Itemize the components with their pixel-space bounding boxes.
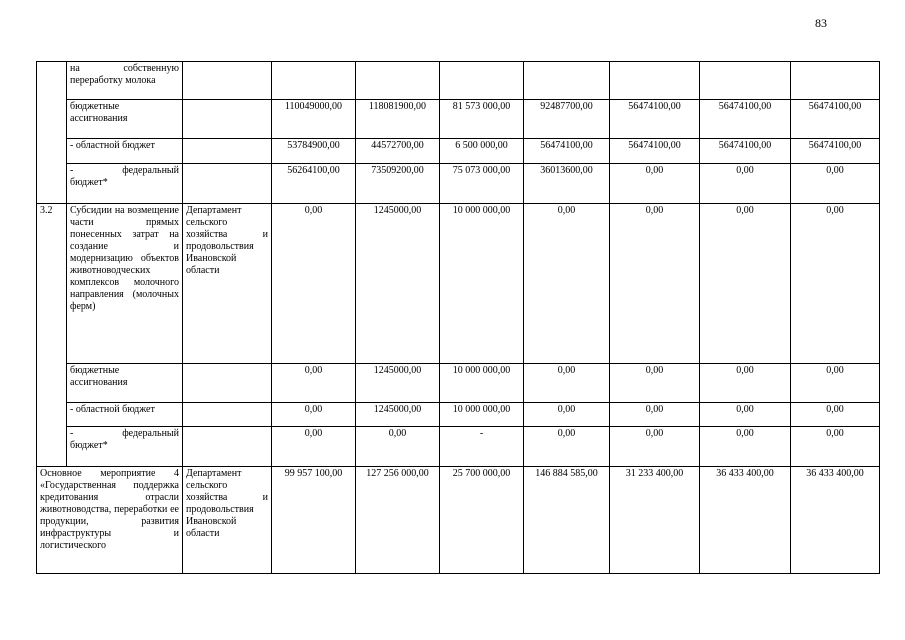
value-cell: 92487700,00 [524, 100, 610, 139]
value-cell: 0,00 [356, 427, 440, 467]
value-cell: 0,00 [524, 204, 610, 364]
value-cell: 0,00 [272, 364, 356, 403]
value-cell: 56474100,00 [700, 100, 791, 139]
value-cell: 44572700,00 [356, 139, 440, 164]
value-cell: 0,00 [610, 164, 700, 204]
department-cell [183, 364, 272, 403]
row-number [37, 62, 67, 204]
value-cell: 0,00 [272, 427, 356, 467]
value-cell [610, 62, 700, 100]
value-cell: - [440, 427, 524, 467]
value-cell: 99 957 100,00 [272, 467, 356, 574]
table-row [37, 204, 880, 364]
value-cell: 73509200,00 [356, 164, 440, 204]
value-cell: 10 000 000,00 [440, 403, 524, 427]
value-cell: 0,00 [700, 364, 791, 403]
value-cell: 0,00 [791, 364, 880, 403]
value-cell: 0,00 [700, 164, 791, 204]
value-cell: 1245000,00 [356, 364, 440, 403]
value-cell: 75 073 000,00 [440, 164, 524, 204]
page-number: 83 [815, 16, 827, 30]
value-cell: 56474100,00 [791, 100, 880, 139]
value-cell: 53784900,00 [272, 139, 356, 164]
value-cell [440, 62, 524, 100]
row-title: - федеральный бюджет* [67, 427, 183, 467]
value-cell: 56264100,00 [272, 164, 356, 204]
value-cell: 25 700 000,00 [440, 467, 524, 574]
row-title: - федеральный бюджет* [67, 164, 183, 204]
value-cell: 0,00 [791, 164, 880, 204]
row-title: Основное мероприятие 4 «Государственная поддержка кредитования отрасли животноводства, переработки ее продукции, развития инфраструктуры и логистического [37, 467, 183, 574]
table-row [37, 100, 880, 139]
row-title: - областной бюджет [67, 139, 183, 164]
value-cell: 1245000,00 [356, 204, 440, 364]
value-cell: 31 233 400,00 [610, 467, 700, 574]
value-cell: 118081900,00 [356, 100, 440, 139]
table-row [37, 139, 880, 164]
row-number: 3.2 [37, 204, 67, 467]
value-cell: 0,00 [610, 364, 700, 403]
value-cell: 0,00 [524, 403, 610, 427]
budget-table [36, 61, 880, 574]
value-cell [700, 62, 791, 100]
row-title: на собственную переработку молока [67, 62, 183, 100]
value-cell: 10 000 000,00 [440, 364, 524, 403]
row-title: Субсидии на возмещение части прямых понесенных затрат на создание и модернизацию объектов животноводческих комплексов молочного направления (молочных ферм) [67, 204, 183, 364]
department-cell [183, 139, 272, 164]
value-cell [524, 62, 610, 100]
row-title: бюджетные ассигнования [67, 100, 183, 139]
table-row [37, 467, 880, 574]
value-cell: 0,00 [791, 403, 880, 427]
table-row [37, 164, 880, 204]
value-cell: 0,00 [700, 204, 791, 364]
value-cell: 0,00 [272, 403, 356, 427]
table-row [37, 62, 880, 100]
value-cell: 0,00 [700, 403, 791, 427]
value-cell: 0,00 [524, 427, 610, 467]
value-cell: 0,00 [272, 204, 356, 364]
value-cell: 36013600,00 [524, 164, 610, 204]
value-cell: 0,00 [791, 204, 880, 364]
value-cell [791, 62, 880, 100]
department-cell [183, 403, 272, 427]
department-cell [183, 164, 272, 204]
value-cell: 0,00 [700, 427, 791, 467]
value-cell: 0,00 [610, 204, 700, 364]
value-cell: 1245000,00 [356, 403, 440, 427]
value-cell: 0,00 [610, 403, 700, 427]
value-cell: 56474100,00 [700, 139, 791, 164]
table-row [37, 364, 880, 403]
department-cell [183, 62, 272, 100]
value-cell: 56474100,00 [791, 139, 880, 164]
table-row [37, 403, 880, 427]
value-cell: 0,00 [791, 427, 880, 467]
department-cell [183, 100, 272, 139]
value-cell: 56474100,00 [524, 139, 610, 164]
value-cell [356, 62, 440, 100]
value-cell: 56474100,00 [610, 139, 700, 164]
value-cell: 110049000,00 [272, 100, 356, 139]
value-cell: 0,00 [610, 427, 700, 467]
row-title: - областной бюджет [67, 403, 183, 427]
value-cell: 0,00 [524, 364, 610, 403]
value-cell: 10 000 000,00 [440, 204, 524, 364]
value-cell: 56474100,00 [610, 100, 700, 139]
department-cell: Департамент сельского хозяйства и продовольствия Ивановской области [183, 204, 272, 364]
value-cell: 127 256 000,00 [356, 467, 440, 574]
value-cell: 146 884 585,00 [524, 467, 610, 574]
value-cell [272, 62, 356, 100]
department-cell [183, 427, 272, 467]
value-cell: 36 433 400,00 [700, 467, 791, 574]
table-row [37, 427, 880, 467]
department-cell: Департамент сельского хозяйства и продовольствия Ивановской области [183, 467, 272, 574]
value-cell: 6 500 000,00 [440, 139, 524, 164]
value-cell: 36 433 400,00 [791, 467, 880, 574]
value-cell: 81 573 000,00 [440, 100, 524, 139]
row-title: бюджетные ассигнования [67, 364, 183, 403]
